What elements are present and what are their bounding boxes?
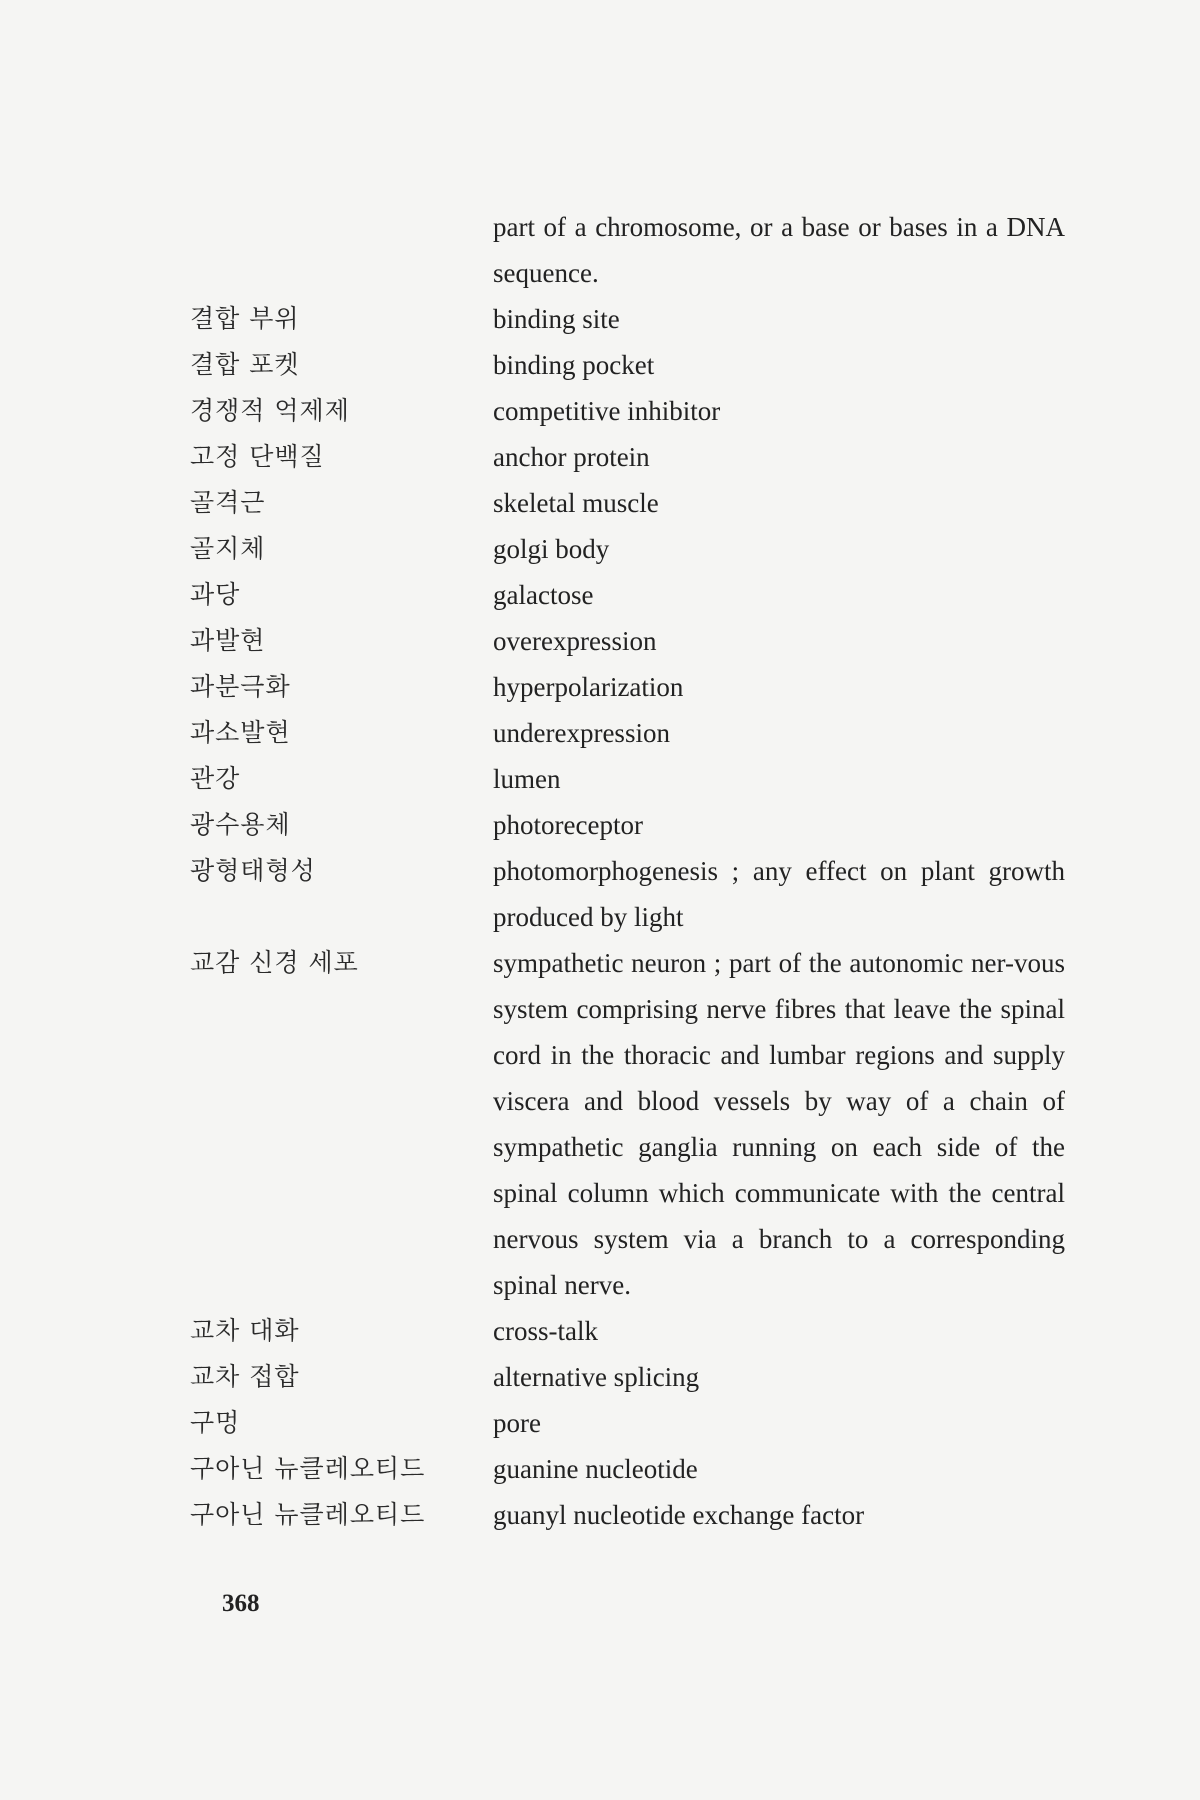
english-definition: alternative splicing [493,1362,700,1392]
glossary-entry [0,1308,1200,1354]
glossary-entry [0,572,1200,618]
english-definition: anchor protein [493,442,650,472]
glossary-entry [0,940,1200,1308]
english-definition: hyperpolarization [493,672,684,702]
english-definition: overexpression [493,626,657,656]
glossary-entry [0,1446,1200,1492]
glossary-entry [0,1492,1200,1538]
korean-term: 과발현 [190,626,266,655]
english-definition: binding pocket [493,350,655,380]
korean-term: 결합 부위 [190,304,300,333]
english-definition: photomorphogenesis ; any effect on plant growth produced by light [493,856,1065,932]
korean-term: 광형태형성 [190,856,316,885]
korean-term: 결합 포켓 [190,350,300,379]
korean-term: 교차 대화 [190,1316,300,1345]
glossary-entry [0,434,1200,480]
glossary-entry [0,526,1200,572]
english-definition: sympathetic neuron ; part of the autonomic ner-vous system comprising nerve fibres that leave the spinal cord in the thoracic and lumbar regions and supply viscera and blood vessels by way of a chain of sympathetic ganglia running on each side of the spinal column which communicate with the central nervous system via a branch to a corresponding spinal nerve. [493,948,1065,1300]
glossary-entry [0,802,1200,848]
glossary-entry [0,756,1200,802]
english-definition: photoreceptor [493,810,643,840]
english-definition: part of a chromosome, or a base or bases in a DNA sequence. [493,212,1065,288]
korean-term: 골지체 [190,534,266,563]
korean-term: 구아닌 뉴클레오티드 [190,1500,426,1529]
glossary-entries [0,204,1200,1538]
glossary-entry [0,296,1200,342]
korean-term: 과분극화 [190,672,291,701]
korean-term: 경쟁적 억제제 [190,396,350,425]
glossary-entry [0,1354,1200,1400]
korean-term: 광수용체 [190,810,291,839]
continuation-row [0,204,1200,296]
glossary-entry [0,342,1200,388]
english-definition: golgi body [493,534,610,564]
entry-list [0,296,1200,1538]
english-definition: galactose [493,580,594,610]
korean-term: 과당 [190,580,241,609]
glossary-entry [0,480,1200,526]
glossary-entry [0,618,1200,664]
korean-term: 교차 접합 [190,1362,300,1391]
glossary-entry [0,664,1200,710]
korean-term: 관강 [190,764,241,793]
glossary-entry [0,710,1200,756]
glossary-entry [0,388,1200,434]
english-definition: lumen [493,764,561,794]
korean-term: 구멍 [190,1408,241,1437]
english-definition: competitive inhibitor [493,396,721,426]
korean-term: 과소발현 [190,718,291,747]
english-definition: cross-talk [493,1316,598,1346]
english-definition: pore [493,1408,541,1438]
page-number: 368 [222,1590,260,1617]
korean-term: 교감 신경 세포 [190,948,359,977]
glossary-entry [0,848,1200,940]
english-definition: skeletal muscle [493,488,659,518]
english-definition: guanine nucleotide [493,1454,698,1484]
english-definition: guanyl nucleotide exchange factor [493,1500,865,1530]
korean-term: 고정 단백질 [190,442,325,471]
english-definition: underexpression [493,718,670,748]
korean-term: 골격근 [190,488,266,517]
korean-term: 구아닌 뉴클레오티드 [190,1454,426,1483]
english-definition: binding site [493,304,620,334]
glossary-entry [0,1400,1200,1446]
